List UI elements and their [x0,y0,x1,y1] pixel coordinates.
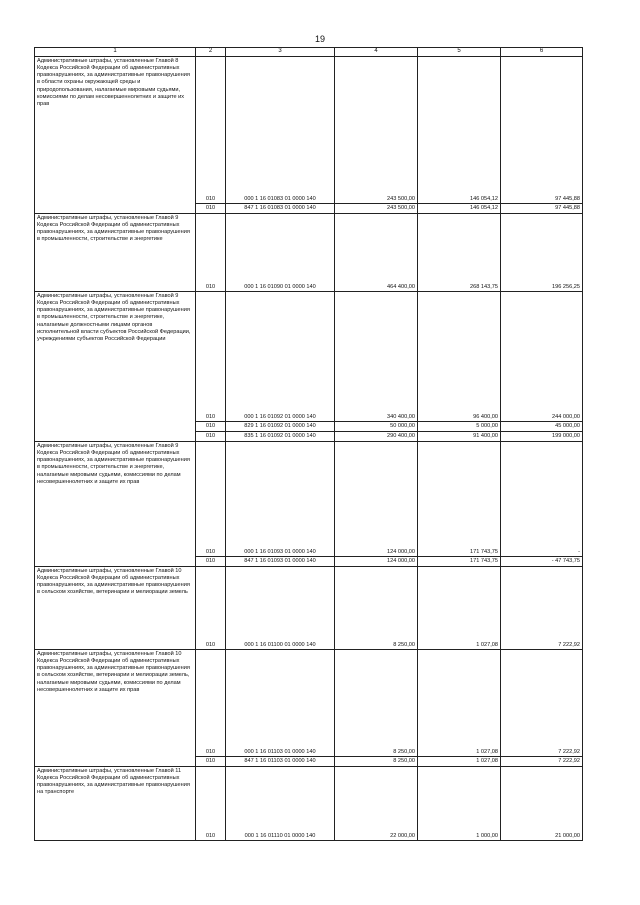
remaining-amount-cell: 7 222,92 [501,757,583,767]
budget-code-cell: 847 1 16 01093 01 0000 140 [226,557,335,567]
admin-code-cell: 010 [196,57,226,204]
budget-code-cell: 000 1 16 01103 01 0000 140 [226,650,335,757]
column-number-cell: 4 [335,48,418,57]
remaining-amount-cell: 244 000,00 [501,292,583,422]
budget-code-cell: 829 1 16 01092 01 0000 140 [226,422,335,432]
approved-amount-cell: 243 500,00 [335,57,418,204]
admin-code-cell: 010 [196,442,226,557]
budget-code-cell: 000 1 16 01110 01 0000 140 [226,767,335,841]
table-row [35,650,583,757]
remaining-amount-cell: 45 000,00 [501,422,583,432]
remaining-amount-cell: 21 000,00 [501,767,583,841]
executed-amount-cell: 5 000,00 [418,422,501,432]
budget-code-cell: 000 1 16 01100 01 0000 140 [226,567,335,650]
approved-amount-cell: 243 500,00 [335,204,418,214]
remaining-amount-cell: 196 256,25 [501,214,583,292]
column-number-row [35,48,583,57]
admin-code-cell: 010 [196,204,226,214]
executed-amount-cell: 1 027,08 [418,567,501,650]
admin-code-cell: 010 [196,567,226,650]
budget-code-cell: 000 1 16 01090 01 0000 140 [226,214,335,292]
table-row [35,567,583,650]
admin-code-cell: 010 [196,432,226,442]
admin-code-cell: 010 [196,422,226,432]
table-row [35,442,583,557]
executed-amount-cell: 1 000,00 [418,767,501,841]
approved-amount-cell: 50 000,00 [335,422,418,432]
revenue-name-cell: Административные штрафы, установленные Главой 10 Кодекса Российской Федерации об административных правонарушениях, за административные правонарушения в сельском хозяйстве, ветеринарии и мелиорации земель [35,567,196,650]
executed-amount-cell: 91 400,00 [418,432,501,442]
column-number-cell: 2 [196,48,226,57]
budget-code-cell: 847 1 16 01103 01 0000 140 [226,757,335,767]
admin-code-cell: 010 [196,650,226,757]
remaining-amount-cell: - [501,442,583,557]
page-number: 19 [314,34,325,44]
table-row [35,767,583,841]
remaining-amount-cell: 7 222,92 [501,567,583,650]
revenue-name-cell: Административные штрафы, установленные Главой 9 Кодекса Российской Федерации об административных правонарушениях, за административные правонарушения в промышленности, строительстве и энергетике, налагаемые должностными лицами органов исполнительной власти субъектов Российской Федерации, учреждениями субъектов Российской Федерации [35,292,196,442]
revenue-name-cell: Административные штрафы, установленные Главой 8 Кодекса Российской Федерации об административных правонарушениях, за административные правонарушения в области охраны окружающей среды и природопользования, налагаемые мировыми судьями, комиссиями по делам несовершеннолетних и защите их прав [35,57,196,214]
executed-amount-cell: 268 143,75 [418,214,501,292]
approved-amount-cell: 464 400,00 [335,214,418,292]
budget-code-cell: 000 1 16 01083 01 0000 140 [226,57,335,204]
executed-amount-cell: 96 400,00 [418,292,501,422]
executed-amount-cell: 146 054,12 [418,57,501,204]
budget-code-cell: 835 1 16 01092 01 0000 140 [226,432,335,442]
remaining-amount-cell: 199 000,00 [501,432,583,442]
budget-code-cell: 847 1 16 01083 01 0000 140 [226,204,335,214]
admin-code-cell: 010 [196,757,226,767]
approved-amount-cell: 290 400,00 [335,432,418,442]
approved-amount-cell: 124 000,00 [335,557,418,567]
budget-table [34,47,583,841]
table-row [35,214,583,292]
revenue-name-cell: Административные штрафы, установленные Главой 11 Кодекса Российской Федерации об административных правонарушениях, за административные правонарушения на транспорте [35,767,196,841]
approved-amount-cell: 124 000,00 [335,442,418,557]
admin-code-cell: 010 [196,557,226,567]
admin-code-cell: 010 [196,214,226,292]
remaining-amount-cell: 97 445,88 [501,204,583,214]
approved-amount-cell: 8 250,00 [335,757,418,767]
column-number-cell: 6 [501,48,583,57]
revenue-name-cell: Административные штрафы, установленные Главой 9 Кодекса Российской Федерации об административных правонарушениях, за административные правонарушения в промышленности, строительстве и энергетике, налагаемые мировыми судьями, комиссиями по делам несовершеннолетних и защите их прав [35,442,196,567]
column-number-cell: 1 [35,48,196,57]
budget-code-cell: 000 1 16 01093 01 0000 140 [226,442,335,557]
approved-amount-cell: 340 400,00 [335,292,418,422]
approved-amount-cell: 8 250,00 [335,567,418,650]
executed-amount-cell: 1 027,08 [418,757,501,767]
table-row [35,292,583,422]
executed-amount-cell: 171 743,75 [418,442,501,557]
executed-amount-cell: 171 743,75 [418,557,501,567]
column-number-cell: 3 [226,48,335,57]
admin-code-cell: 010 [196,767,226,841]
budget-code-cell: 000 1 16 01092 01 0000 140 [226,292,335,422]
executed-amount-cell: 146 054,12 [418,204,501,214]
remaining-amount-cell: 97 445,88 [501,57,583,204]
admin-code-cell: 010 [196,292,226,422]
revenue-name-cell: Административные штрафы, установленные Главой 10 Кодекса Российской Федерации об административных правонарушениях, за административные правонарушения в сельском хозяйстве, ветеринарии и мелиорации земель, налагаемые мировыми судьями, комиссиями по делам несовершеннолетних и защите их прав [35,650,196,767]
table-row [35,57,583,204]
remaining-amount-cell: - 47 743,75 [501,557,583,567]
approved-amount-cell: 22 000,00 [335,767,418,841]
approved-amount-cell: 8 250,00 [335,650,418,757]
remaining-amount-cell: 7 222,92 [501,650,583,757]
executed-amount-cell: 1 027,08 [418,650,501,757]
revenue-name-cell: Административные штрафы, установленные Главой 9 Кодекса Российской Федерации об административных правонарушениях, за административные правонарушения в промышленности, строительстве и энергетике [35,214,196,292]
column-number-cell: 5 [418,48,501,57]
